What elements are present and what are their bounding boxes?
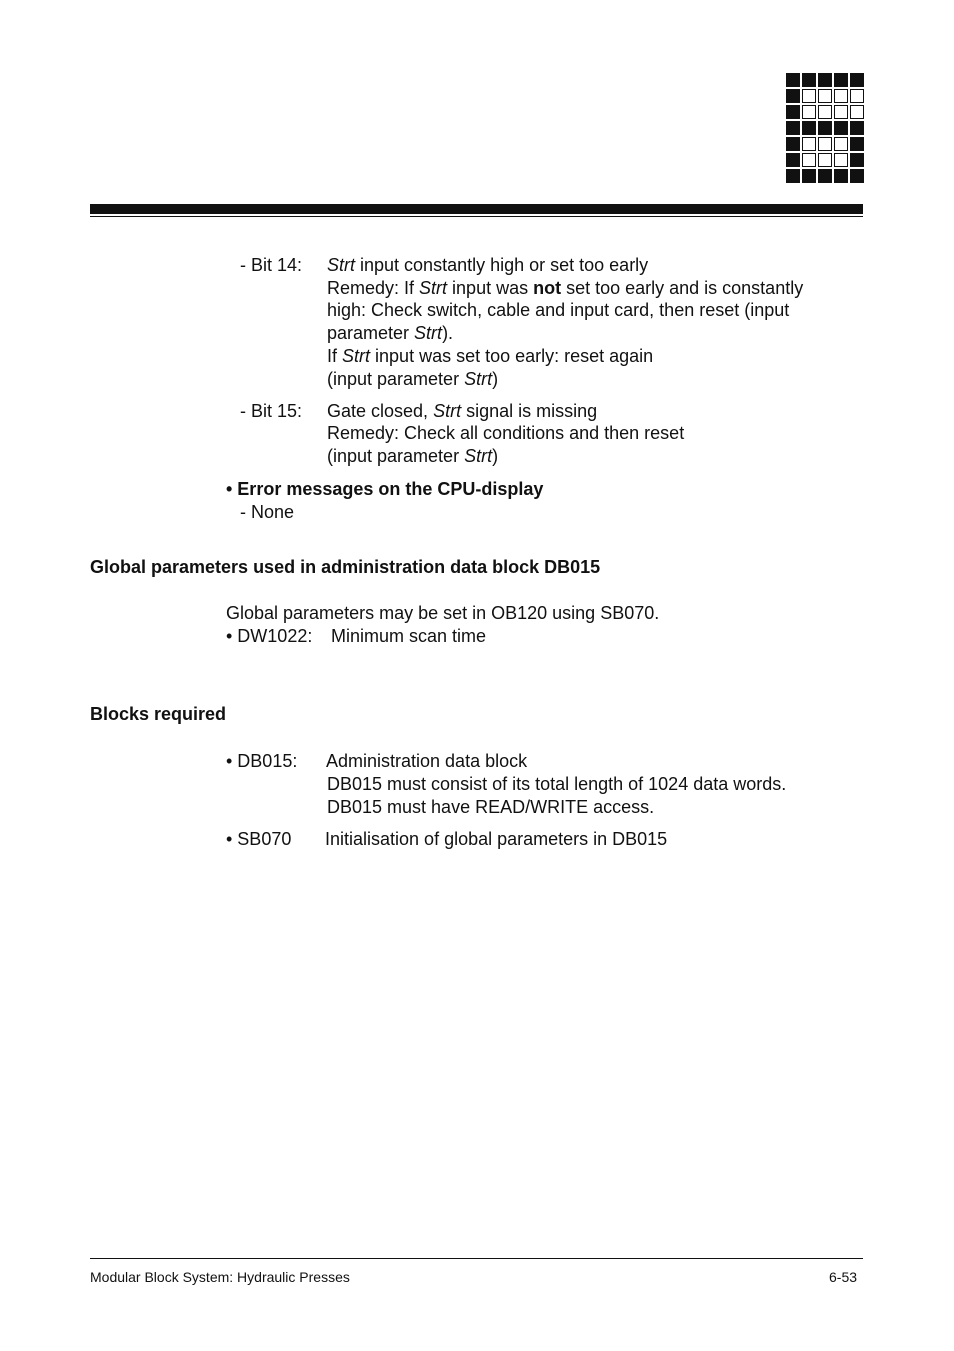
logo-cell [818, 137, 832, 151]
logo-cell [850, 137, 864, 151]
logo-cell [850, 121, 864, 135]
logo-cell [786, 169, 800, 183]
logo-cell [850, 105, 864, 119]
header-rule-thin [90, 216, 863, 217]
bit14-line6: (input parameter Strt) [327, 369, 499, 389]
logo-cell [850, 153, 864, 167]
logo-cell [802, 121, 816, 135]
logo-cell [802, 73, 816, 87]
logo-cell [818, 169, 832, 183]
bit14-line1: Strt input constantly high or set too early [327, 255, 649, 275]
logo-cell [850, 73, 864, 87]
logo-cell [834, 137, 848, 151]
logo-grid-icon [786, 73, 864, 183]
logo-cell [850, 169, 864, 183]
logo-cell [786, 105, 800, 119]
logo-cell [802, 105, 816, 119]
bit14-line2: Remedy: If Strt input was not set too early and is constantly [327, 278, 804, 298]
logo-cell [818, 121, 832, 135]
logo-cell [818, 89, 832, 103]
footer-page-number: 6-53 [829, 1269, 858, 1285]
logo-cell [834, 153, 848, 167]
footer-title: Modular Block System: Hydraulic Presses [90, 1269, 350, 1285]
bit14-line4: parameter Strt). [327, 323, 454, 343]
global-params-bullet-label: • DW1022: [226, 626, 313, 646]
cpu-display-heading: • Error messages on the CPU-display [226, 479, 544, 499]
logo-cell [786, 121, 800, 135]
db015-line3: DB015 must have READ/WRITE access. [327, 797, 655, 817]
blocks-required-heading: Blocks required [90, 704, 227, 724]
logo-cell [786, 137, 800, 151]
logo-cell [786, 73, 800, 87]
db015-line2: DB015 must consist of its total length of 1024 data words. [327, 774, 787, 794]
logo-cell [818, 73, 832, 87]
logo-cell [802, 153, 816, 167]
bit14-label: - Bit 14: [240, 255, 303, 275]
db015-line1: Administration data block [326, 751, 528, 771]
bit15-line2: Remedy: Check all conditions and then reset [327, 423, 685, 443]
logo-cell [850, 89, 864, 103]
bit15-line1: Gate closed, Strt signal is missing [327, 401, 598, 421]
logo-cell [834, 105, 848, 119]
sb070-label: • SB070 [226, 829, 292, 849]
global-params-heading: Global parameters used in administration data block DB015 [90, 557, 601, 577]
cpu-display-item: - None [240, 502, 295, 522]
global-params-intro: Global parameters may be set in OB120 using SB070. [226, 603, 660, 623]
logo-cell [834, 121, 848, 135]
logo-cell [834, 169, 848, 183]
db015-label: • DB015: [226, 751, 298, 771]
logo-cell [818, 105, 832, 119]
logo-cell [786, 153, 800, 167]
bit15-label: - Bit 15: [240, 401, 303, 421]
global-params-bullet-text: Minimum scan time [331, 626, 487, 646]
logo-cell [802, 137, 816, 151]
bit14-line3: high: Check switch, cable and input card, then reset (input [327, 300, 790, 320]
logo-cell [786, 89, 800, 103]
logo-cell [802, 169, 816, 183]
sb070-text: Initialisation of global parameters in DB015 [325, 829, 668, 849]
bit14-line5: If Strt input was set too early: reset again [327, 346, 654, 366]
footer-rule [90, 1258, 863, 1259]
logo-cell [802, 89, 816, 103]
bit15-line3: (input parameter Strt) [327, 446, 499, 466]
logo-cell [818, 153, 832, 167]
header-rule-thick [90, 204, 863, 214]
logo-cell [834, 89, 848, 103]
logo-cell [834, 73, 848, 87]
